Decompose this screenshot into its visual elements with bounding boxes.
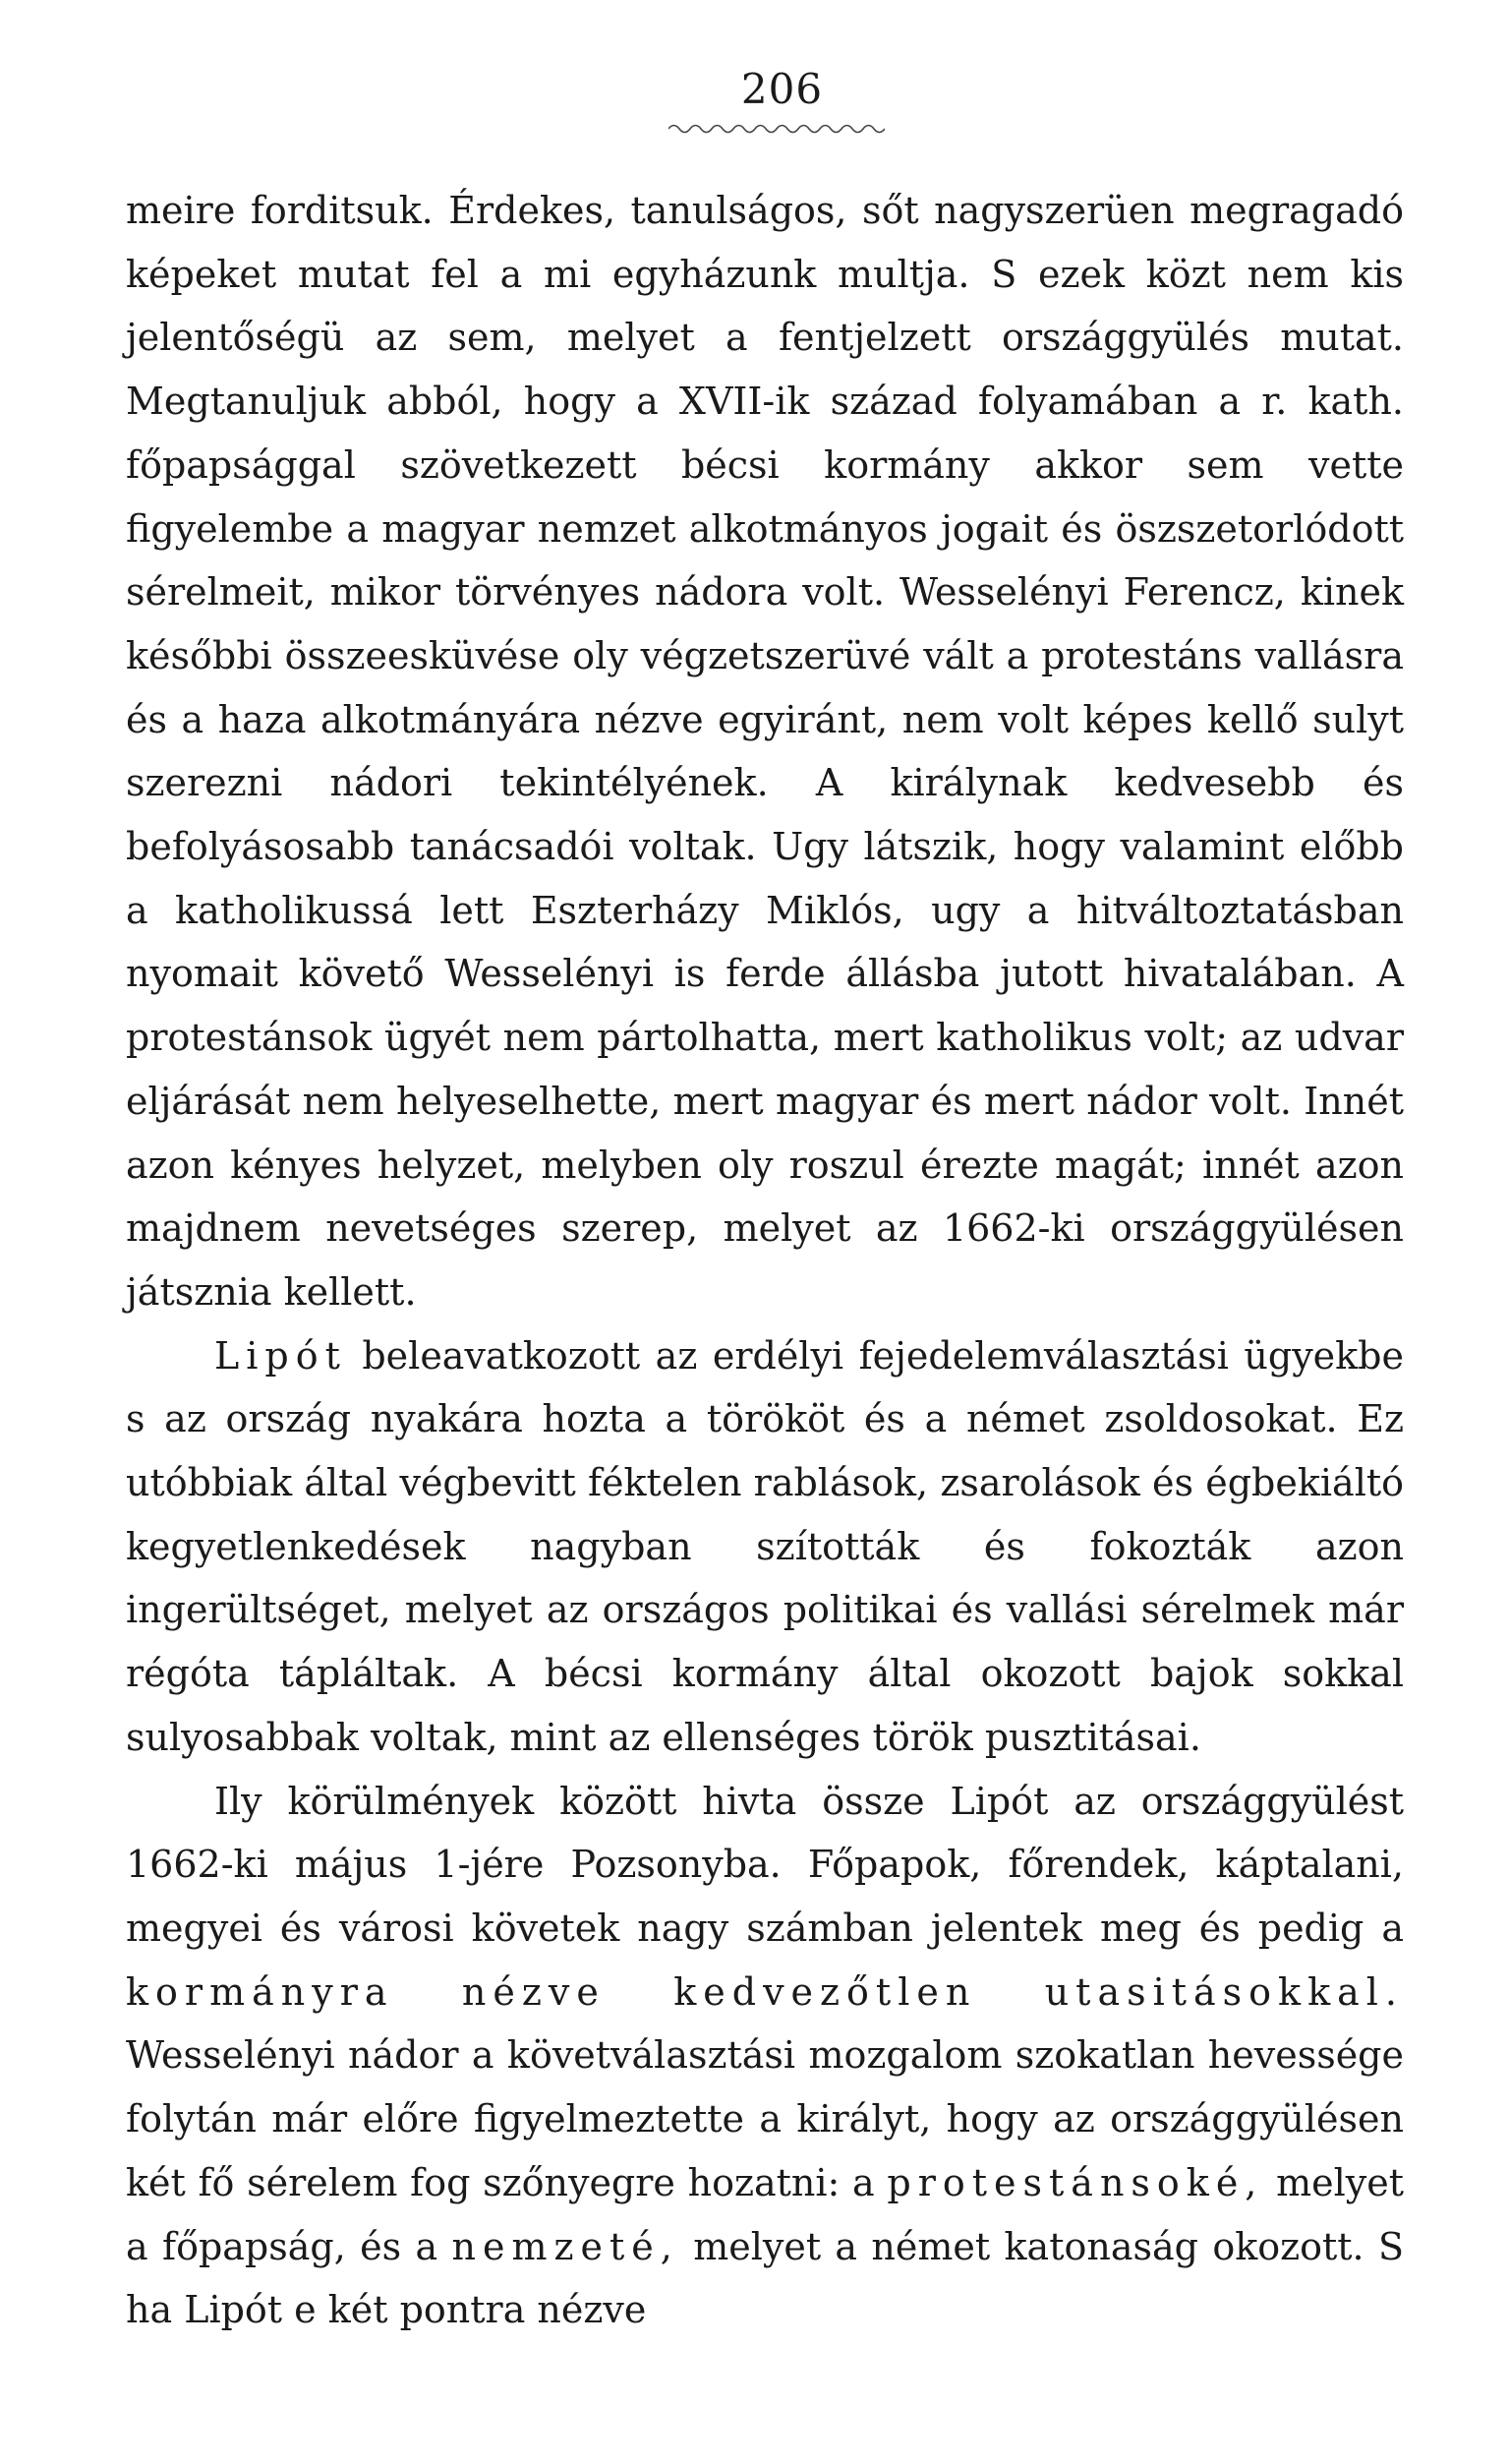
- body-text: [126, 179, 1404, 2342]
- paragraph: [126, 179, 1404, 1324]
- text-run: melyet a főpapság, és a: [126, 2160, 1404, 2268]
- emphasized-text-run: protestánsoké,: [887, 2160, 1264, 2204]
- emphasized-text-run: kormányra nézve kedvezőtlen utasitásokkal.: [126, 1969, 1404, 2014]
- page-number: [0, 65, 1509, 113]
- paragraph: [126, 1770, 1404, 2342]
- text-run: Wesselényi nádor a követválasztási mozgalom szokatlan hevessége folytán már előre figyelmeztette a királyt, hogy az országgyülésen két fő sérelem fog szőnyegre hozatni: a: [126, 2033, 1404, 2204]
- paragraph: [126, 1324, 1404, 1770]
- wavy-rule-ornament: [668, 122, 885, 136]
- emphasized-text-run: nemzeté,: [451, 2224, 679, 2268]
- emphasized-text-run: Lipót: [214, 1333, 347, 1378]
- page-number-text: 206: [740, 65, 824, 113]
- text-run: meire forditsuk. Érdekes, tanulságos, sőt nagyszerüen megragadó képeket mutat fel a mi egyházunk multja. S ezek közt nem kis jelentőségü az sem, melyet a fentjelzett országgyülés mutat. Megtanuljuk abból, hogy a XVII-ik század folyamában a r. kath. főpapsággal szövetkezett bécsi kormány akkor sem vette figyelembe a magyar nemzet alkotmányos jogait és öszszetorlódott sérelmeit, mikor törvényes nádora volt. Wesselényi Ferencz, kinek későbbi összeesküvése oly végzetszerüvé vált a protestáns vallásra és a haza alkotmányára nézve egyiránt, nem volt képes kellő sulyt szerezni nádori tekintélyének. A királynak kedvesebb és befolyásosabb tanácsadói voltak. Ugy látszik, hogy valamint előbb a katholikussá lett Eszterházy Miklós, ugy a hitváltoztatásban nyomait követő Wesselényi is ferde állásba jutott hivatalában. A protestánsok ügyét nem pártolhatta, mert katholikus volt; az udvar eljárását nem helyeselhette, mert magyar és mert nádor volt. Innét azon kényes helyzet, melyben oly roszul érezte magát; innét azon majdnem nevetséges szerep, melyet az 1662-ki országgyülésen játsznia kellett.: [126, 189, 1404, 1314]
- text-run: beleavatkozott az erdélyi fejedelemválasztási ügyekbe s az ország nyakára hozta a törököt és a német zsoldosokat. Ez utóbbiak által végbevitt féktelen rablások, zsarolások és égbekiáltó kegyetlenkedések nagyban szították és fokozták azon ingerültséget, melyet az országos politikai és vallási sérelmek már régóta tápláltak. A bécsi kormány által okozott bajok sokkal sulyosabbak voltak, mint az ellenséges török pusztitásai.: [126, 1333, 1404, 1759]
- text-run: melyet a német katonaság okozott. S ha Lipót e két pontra nézve: [126, 2224, 1404, 2332]
- text-run: Ily körülmények között hivta össze Lipót az országgyülést 1662-ki május 1-jére Pozsonyba. Főpapok, főrendek, káptalani, megyei és városi követek nagy számban jelentek meg és pedig a: [126, 1779, 1404, 1950]
